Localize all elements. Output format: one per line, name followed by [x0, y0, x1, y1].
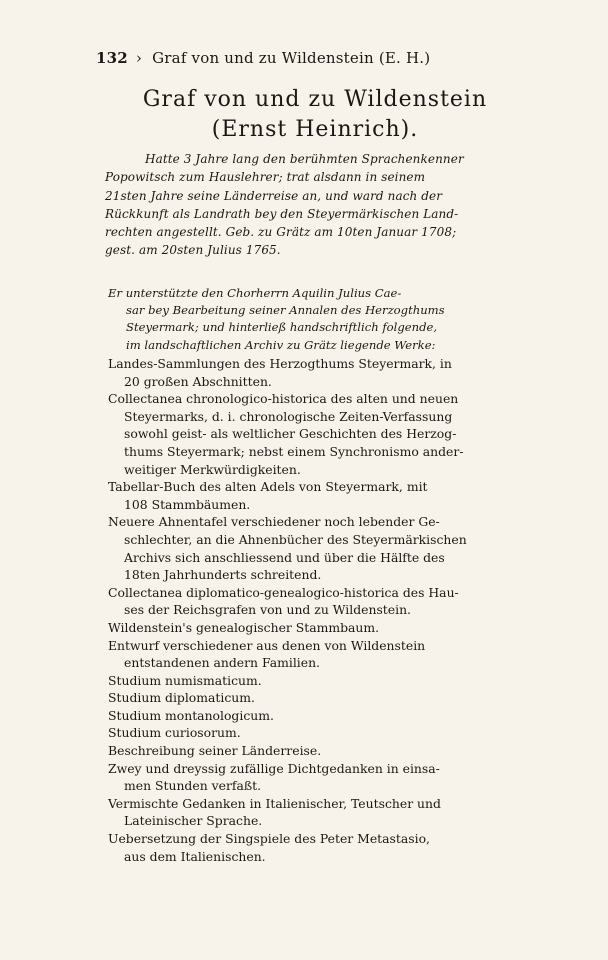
- work-line: Zwey und dreyssig zufällige Dichtgedanken in einsa-: [108, 760, 440, 776]
- work-line: aus dem Italienischen.: [124, 848, 266, 864]
- work-line: Studium curiosorum.: [108, 725, 241, 741]
- intro-line: Steyermark; und hinterließ handschriftlich folgende,: [126, 320, 438, 335]
- work-entry: [108, 742, 548, 760]
- work-line: Lateinischer Sprache.: [124, 813, 263, 829]
- running-head-separator: ›: [135, 49, 143, 67]
- work-line: Wildenstein's genealogischer Stammbaum.: [108, 619, 380, 635]
- work-line: 18ten Jahrhunderts schreitend.: [124, 567, 322, 583]
- entry-title: [100, 85, 530, 145]
- work-line: Steyermarks, d. i. chronologische Zeiten-Verfassung: [124, 408, 453, 424]
- work-line: Studium numismaticum.: [108, 672, 262, 688]
- work-line: men Stunden verfaßt.: [124, 778, 262, 794]
- work-line: Archivs sich anschliessend und über die Hälfte des: [124, 549, 445, 565]
- works-intro-paragraph: [108, 285, 548, 354]
- work-entry: [108, 513, 548, 583]
- work-line: Collectanea chronologico-historica des alten und neuen: [108, 391, 459, 407]
- work-line: entstandenen andern Familien.: [124, 655, 320, 671]
- work-entry: [108, 619, 548, 637]
- work-entry: [108, 478, 548, 513]
- work-line: ses der Reichsgrafen von und zu Wildenstein.: [124, 602, 411, 618]
- work-line: schlechter, an die Ahnenbücher des Steyermärkischen: [124, 531, 467, 547]
- work-line: Beschreibung seiner Länderreise.: [108, 743, 322, 759]
- work-line: Uebersetzung der Singspiele des Peter Metastasio,: [108, 831, 430, 847]
- biography-line: Hatte 3 Jahre lang den berühmten Sprachenkenner: [145, 152, 464, 166]
- intro-line: sar bey Bearbeitung seiner Annalen des Herzogthums: [126, 303, 445, 318]
- biography-line: 21sten Jahre seine Länderreise an, und ward nach der: [105, 188, 443, 203]
- biography-line: rechten angestellt. Geb. zu Grätz am 10ten Januar 1708;: [105, 225, 457, 240]
- work-line: Neuere Ahnentafel verschiedener noch lebender Ge-: [108, 514, 440, 530]
- work-line: Studium diplomaticum.: [108, 690, 255, 706]
- work-line: Studium montanologicum.: [108, 707, 274, 723]
- work-line: 20 großen Abschnitten.: [124, 373, 272, 389]
- work-entry: [108, 390, 548, 478]
- work-entry: [108, 689, 548, 707]
- running-head: [96, 48, 556, 68]
- biography-line: Popowitsch zum Hauslehrer; trat alsdann in seinem: [105, 170, 426, 185]
- work-line: Tabellar-Buch des alten Adels von Steyermark, mit: [108, 479, 428, 495]
- work-line: Entwurf verschiedener aus denen von Wildenstein: [108, 637, 426, 653]
- intro-line: Er unterstützte den Chorherrn Aquilin Julius Cae-: [108, 286, 402, 300]
- work-line: weitiger Merkwürdigkeiten.: [124, 461, 301, 477]
- running-head-text: Graf von und zu Wildenstein (E. H.): [152, 49, 431, 67]
- work-entry: [108, 355, 548, 390]
- biography-line: gest. am 20sten Julius 1765.: [105, 243, 281, 258]
- work-entry: [108, 830, 548, 865]
- work-entry: [108, 760, 548, 795]
- title-line-1: Graf von und zu Wildenstein: [142, 87, 488, 112]
- work-entry: [108, 795, 548, 830]
- biography-line: Rückkunft als Landrath bey den Steyermärkischen Land-: [105, 206, 459, 221]
- intro-line: im landschaftlichen Archiv zu Grätz liegende Werke:: [126, 337, 436, 352]
- work-entry: [108, 672, 548, 690]
- work-entry: [108, 637, 548, 672]
- biography-paragraph: [105, 150, 545, 260]
- work-line: Collectanea diplomatico-genealogico-historica des Hau-: [108, 584, 459, 600]
- work-line: 108 Stammbäumen.: [124, 496, 251, 512]
- work-entry: [108, 707, 548, 725]
- title-line-2: (Ernst Heinrich).: [211, 117, 419, 142]
- work-line: sowohl geist- als weltlicher Geschichten des Herzog-: [124, 426, 457, 442]
- works-list: [108, 355, 548, 865]
- work-line: thums Steyermark; nebst einem Synchronismo ander-: [124, 443, 464, 459]
- page-number: 132: [96, 49, 128, 67]
- work-line: Landes-Sammlungen des Herzogthums Steyermark, in: [108, 356, 452, 371]
- work-entry: [108, 724, 548, 742]
- work-line: Vermischte Gedanken in Italienischer, Teutscher und: [108, 795, 441, 811]
- work-entry: [108, 584, 548, 619]
